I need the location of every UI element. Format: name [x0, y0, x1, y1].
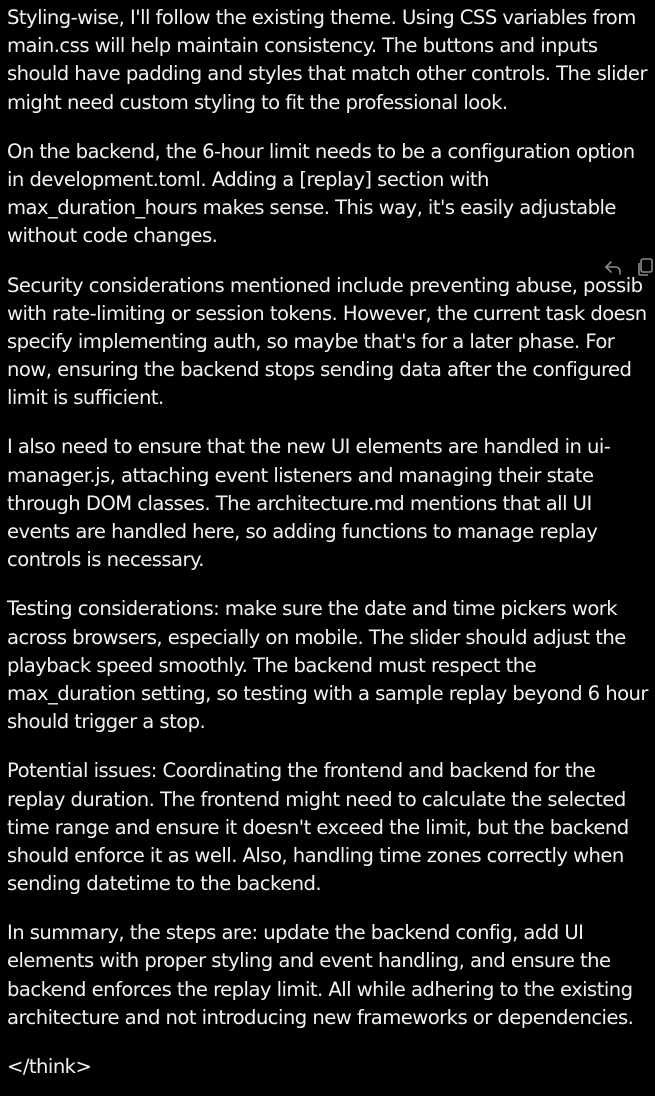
paragraph-issues — [7, 757, 655, 898]
paragraph-testing — [7, 595, 655, 736]
text-line: controls is necessary. — [7, 548, 204, 572]
text-line: elements with proper styling and event handling, and ensure the — [7, 949, 611, 973]
text-line: events are handled here, so adding functions to manage replay — [7, 520, 598, 543]
text-line: max_duration setting, so testing with a sample replay beyond 6 hour — [7, 681, 648, 705]
text-line: might need custom styling to fit the professional look. — [7, 90, 508, 114]
text-line: Testing considerations: make sure the date and time pickers work — [7, 597, 618, 621]
text-line: Potential issues: Coordinating the frontend and backend for the — [7, 759, 596, 783]
text-line: sending datetime to the backend. — [7, 872, 322, 896]
text-line: should have padding and styles that match other controls. The slider — [7, 62, 647, 86]
paragraph-backend-limit — [7, 138, 655, 251]
text-line: On the backend, the 6-hour limit needs to be a configuration option — [7, 139, 635, 163]
text-line: in development.toml. Adding a [replay] section with — [7, 167, 489, 191]
text-line: time range and ensure it doesn't exceed the limit, but the backend — [7, 815, 629, 839]
reply-icon[interactable] — [603, 257, 623, 277]
text-line: backend enforces the replay limit. All while adhering to the existing — [7, 977, 633, 1001]
text-line: manager.js, attaching event listeners and managing their state — [7, 463, 594, 487]
think-end-tag: </think> — [7, 1055, 92, 1078]
text-line: I also need to ensure that the new UI elements are handled in ui- — [7, 435, 611, 459]
text-line: In summary, the steps are: update the backend config, add UI — [7, 921, 584, 945]
copy-icon[interactable] — [635, 257, 655, 277]
text-line: playback speed smoothly. The backend must respect the — [7, 653, 537, 677]
text-line: Styling-wise, I'll follow the existing theme. Using CSS variables from — [7, 6, 636, 29]
message-content — [7, 4, 655, 1081]
paragraph-ui-manager — [7, 433, 655, 574]
text-line: replay duration. The frontend might need to calculate the selected — [7, 787, 626, 811]
text-line: without code changes. — [7, 224, 218, 248]
text-line: specify implementing auth, so maybe that's for a later phase. For — [7, 329, 615, 353]
text-line: architecture and not introducing new frameworks or dependencies. — [7, 1005, 634, 1029]
text-line: main.css will help maintain consistency. The buttons and inputs — [7, 34, 598, 58]
text-line: should trigger a stop. — [7, 710, 206, 734]
paragraph-summary — [7, 919, 655, 1032]
message-actions — [603, 256, 655, 278]
text-line: with rate-limiting or session tokens. However, the current task doesn — [7, 301, 647, 325]
text-line: should enforce it as well. Also, handling time zones correctly when — [7, 843, 624, 867]
text-line: limit is sufficient. — [7, 386, 164, 410]
text-line: Security considerations mentioned include preventing abuse, possib — [7, 273, 643, 297]
text-line: across browsers, especially on mobile. The slider should adjust the — [7, 625, 626, 649]
text-line: through DOM classes. The architecture.md mentions that all UI — [7, 491, 592, 515]
paragraph-styling — [7, 4, 655, 117]
text-line: max_duration_hours makes sense. This way, it's easily adjustable — [7, 196, 616, 220]
paragraph-security — [7, 272, 655, 413]
text-line: now, ensuring the backend stops sending data after the configured — [7, 358, 632, 382]
